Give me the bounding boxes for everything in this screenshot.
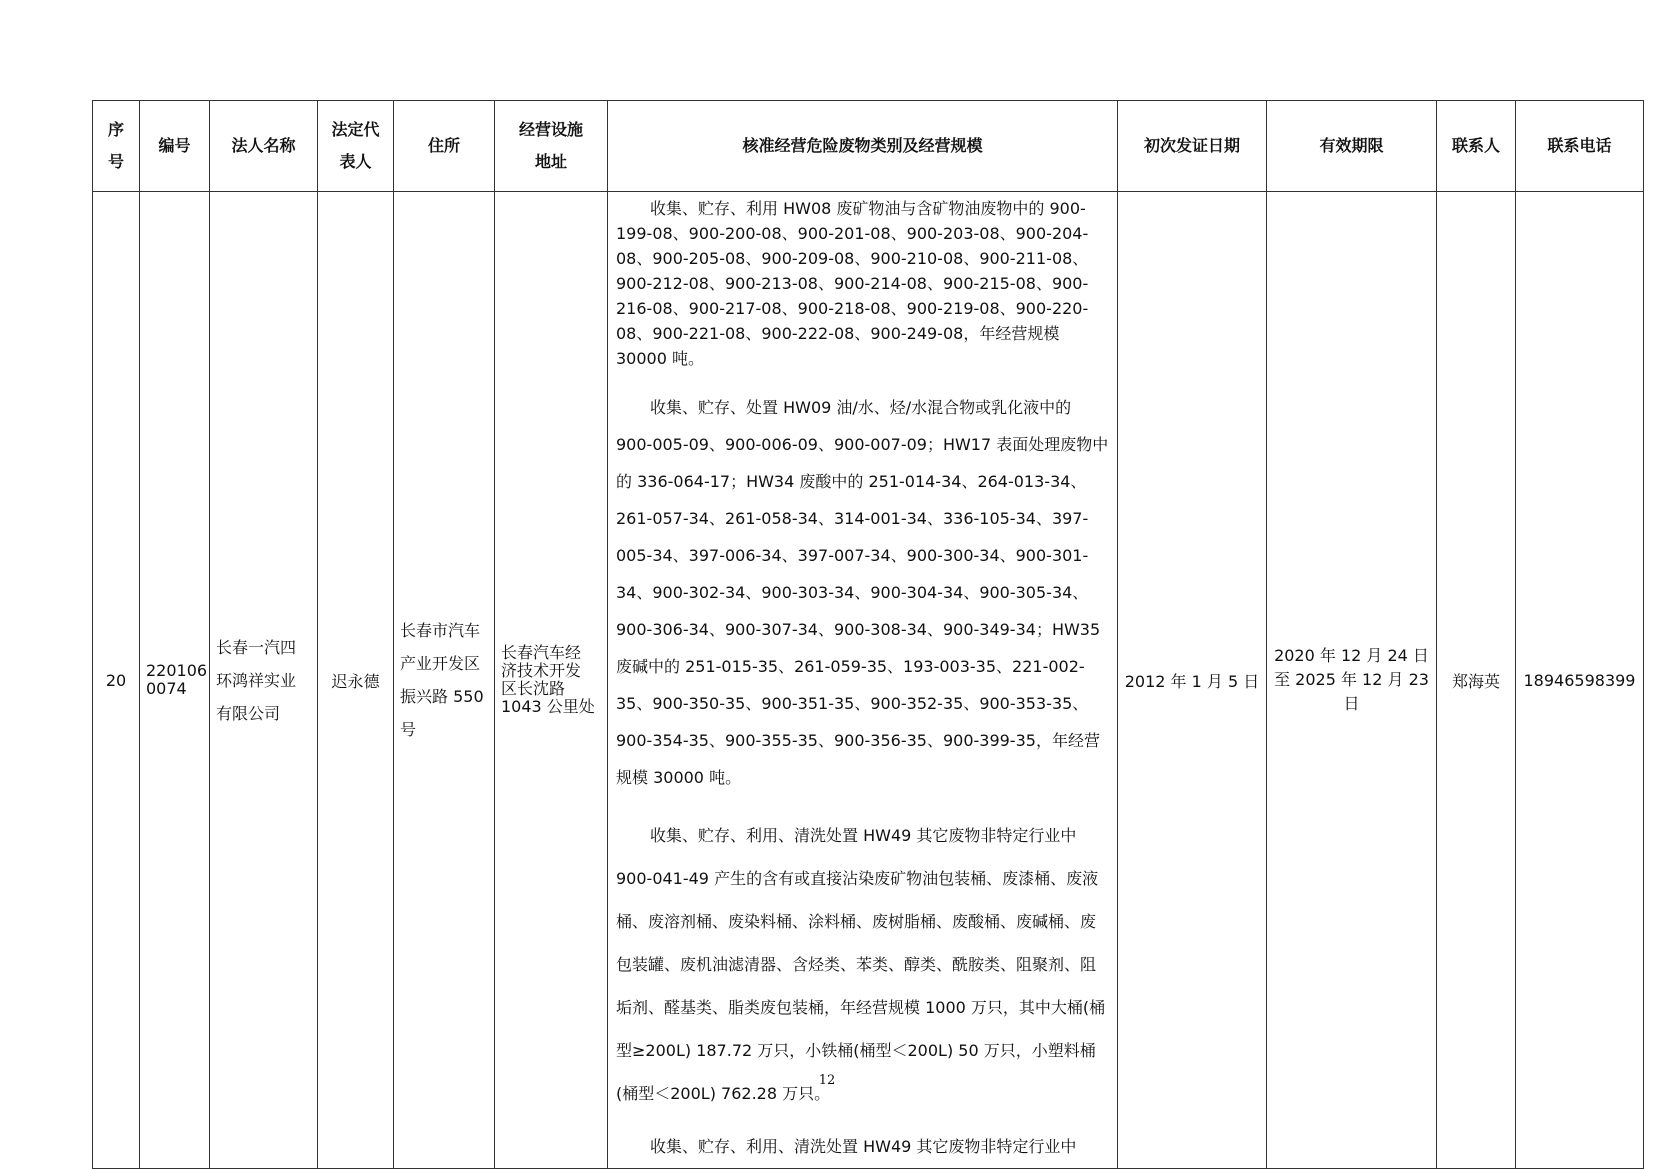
- table-header-row: [93, 101, 1644, 192]
- cell-address: 长春市汽车 产业开发区 振兴路 550 号: [394, 192, 495, 1169]
- cell-facility: 长春汽车经 济技术开发 区长沈路 1043 公里处: [495, 192, 608, 1169]
- header-contact: 联系人: [1437, 101, 1516, 192]
- header-seq: 序 号: [93, 101, 140, 192]
- cell-contact: 郑海英: [1437, 192, 1516, 1169]
- cell-rep: 迟永德: [318, 192, 394, 1169]
- header-facility: 经营设施 地址: [495, 101, 608, 192]
- header-scope: 核准经营危险废物类别及经营规模: [608, 101, 1118, 192]
- scope-paragraph-4: 收集、贮存、利用、清洗处置 HW49 其它废物非特定行业中: [650, 1137, 1077, 1156]
- header-address: 住所: [394, 101, 495, 192]
- cell-code: 220106 0074: [140, 192, 210, 1169]
- cell-name: 长春一汽四 环鸿祥实业 有限公司: [210, 192, 318, 1169]
- cell-scope: [608, 192, 1118, 1169]
- page-number: 12: [818, 1073, 836, 1088]
- cell-seq: 20: [93, 192, 140, 1169]
- header-phone: 联系电话: [1516, 101, 1644, 192]
- cell-validity: 2020 年 12 月 24 日 至 2025 年 12 月 23 日: [1267, 192, 1437, 1169]
- scope-paragraph-1: 收集、贮存、利用 HW08 废矿物油与含矿物油废物中的 900-199-08、900-200-08、900-201-08、900-203-08、900-204-08、900-205-08、900-209-08、900-210-08、900-211-08、900-212-08、900-213-08、900-214-08、900-215-08、900-216-08、900-217-08、900-218-08、900-219-08、900-220-08、900-221-08、900-222-08、900-249-08，年经营规模 30000 吨。: [616, 199, 1089, 368]
- header-rep: 法定代 表人: [318, 101, 394, 192]
- header-validity: 有效期限: [1267, 101, 1437, 192]
- cell-phone: 18946598399: [1516, 192, 1644, 1169]
- cell-first-date: 2012 年 1 月 5 日: [1118, 192, 1267, 1169]
- table-row: [93, 192, 1644, 1169]
- header-code: 编号: [140, 101, 210, 192]
- scope-paragraph-2: 收集、贮存、处置 HW09 油/水、烃/水混合物或乳化液中的 900-005-09、900-006-09、900-007-09；HW17 表面处理废物中的 336-064-17；HW34 废酸中的 251-014-34、264-013-34、261-057-34、261-058-34、314-001-34、336-105-34、397-005-34、397-006-34、397-007-34、900-300-34、900-301-34、900-302-34、900-303-34、900-304-34、900-305-34、900-306-34、900-307-34、900-308-34、900-349-34；HW35 废碱中的 251-015-35、261-059-35、193-003-35、221-002-35、900-350-35、900-351-35、900-352-35、900-353-35、900-354-35、900-355-35、900-356-35、900-399-35，年经营规模 30000 吨。: [616, 398, 1109, 787]
- header-name: 法人名称: [210, 101, 318, 192]
- header-first-date: 初次发证日期: [1118, 101, 1267, 192]
- permit-table: [92, 100, 1644, 1169]
- scope-paragraph-3: 收集、贮存、利用、清洗处置 HW49 其它废物非特定行业中 900-041-49 产生的含有或直接沾染废矿物油包装桶、废漆桶、废液桶、废溶剂桶、废染料桶、涂料桶、废树脂桶、废酸桶、废碱桶、废包装罐、废机油滤清器、含烃类、苯类、醇类、酰胺类、阻聚剂、阻垢剂、醛基类、脂类废包装桶，年经营规模 1000 万只，其中大桶(桶型≥200L) 187.72 万只，小铁桶(桶型＜200L) 50 万只，小塑料桶(桶型＜200L) 762.28 万只。: [616, 826, 1106, 1103]
